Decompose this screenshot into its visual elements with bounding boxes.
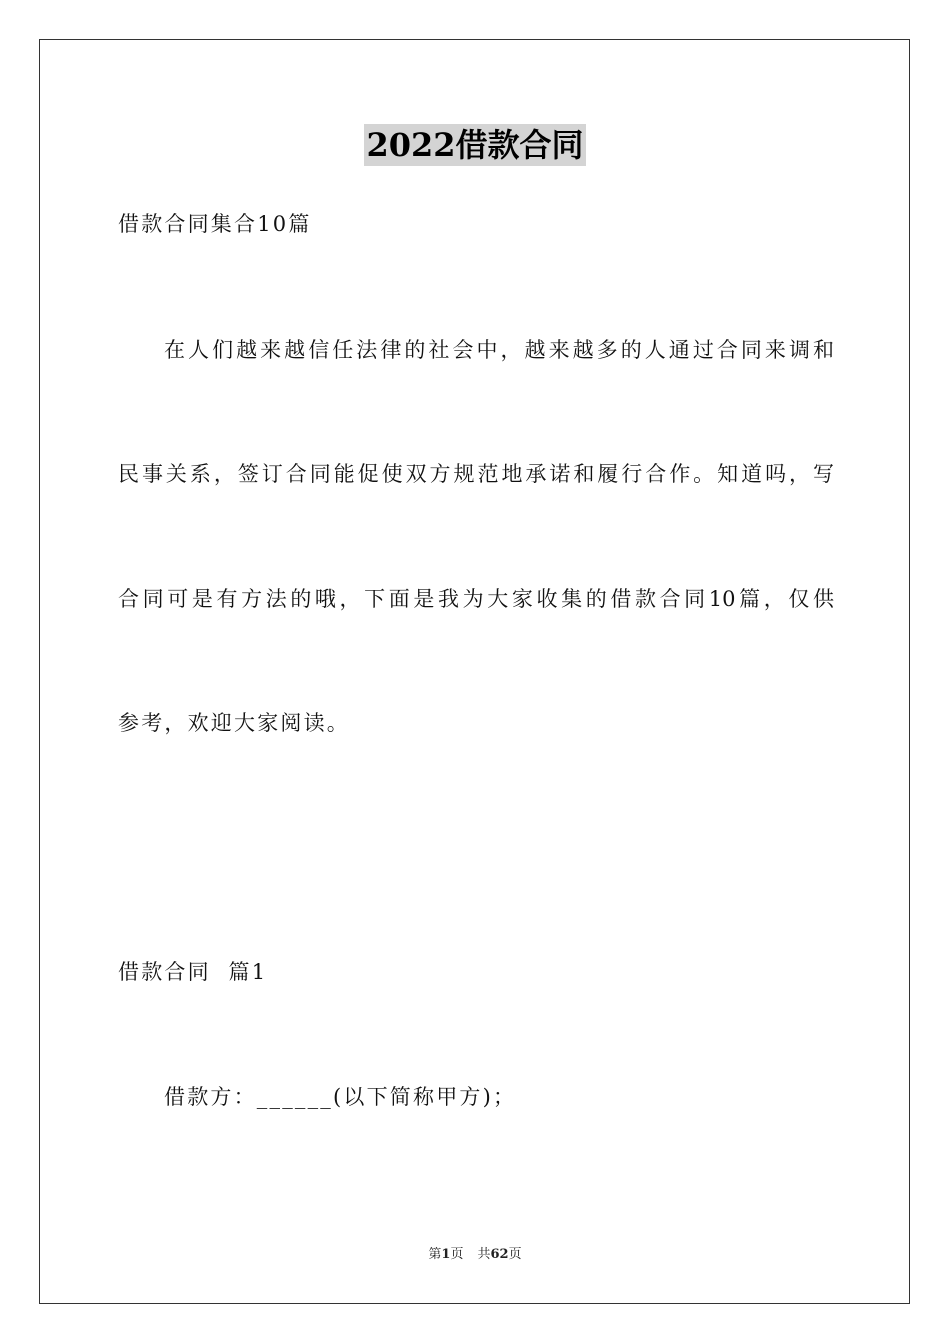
intro-line-1: 在人们越来越信任法律的社会中，越来越多的人通过合同来调和 <box>164 338 834 362</box>
intro-line-3: 合同可是有方法的哦，下面是我为大家收集的借款合同10篇，仅供 <box>118 587 834 611</box>
document-subtitle: 借款合同集合10篇 <box>118 212 312 236</box>
section-heading: 借款合同 篇1 <box>118 960 268 984</box>
footer-total-prefix: 共 <box>477 1247 491 1262</box>
intro-line-4: 参考，欢迎大家阅读。 <box>118 711 350 735</box>
borrower-line: 借款方：______(以下简称甲方)； <box>164 1085 517 1109</box>
document-title: 2022借款合同 <box>366 126 584 164</box>
title-container <box>0 124 950 166</box>
footer-page-unit: 页 <box>450 1247 464 1262</box>
footer-total-pages: 62 <box>490 1247 509 1262</box>
footer-page-prefix: 第 <box>428 1247 442 1262</box>
page-footer <box>0 1246 950 1264</box>
footer-total-unit: 页 <box>508 1247 522 1262</box>
intro-line-2: 民事关系，签订合同能促使双方规范地承诺和履行合作。知道吗，写 <box>118 462 834 486</box>
footer-page-number: 1 <box>441 1247 451 1262</box>
